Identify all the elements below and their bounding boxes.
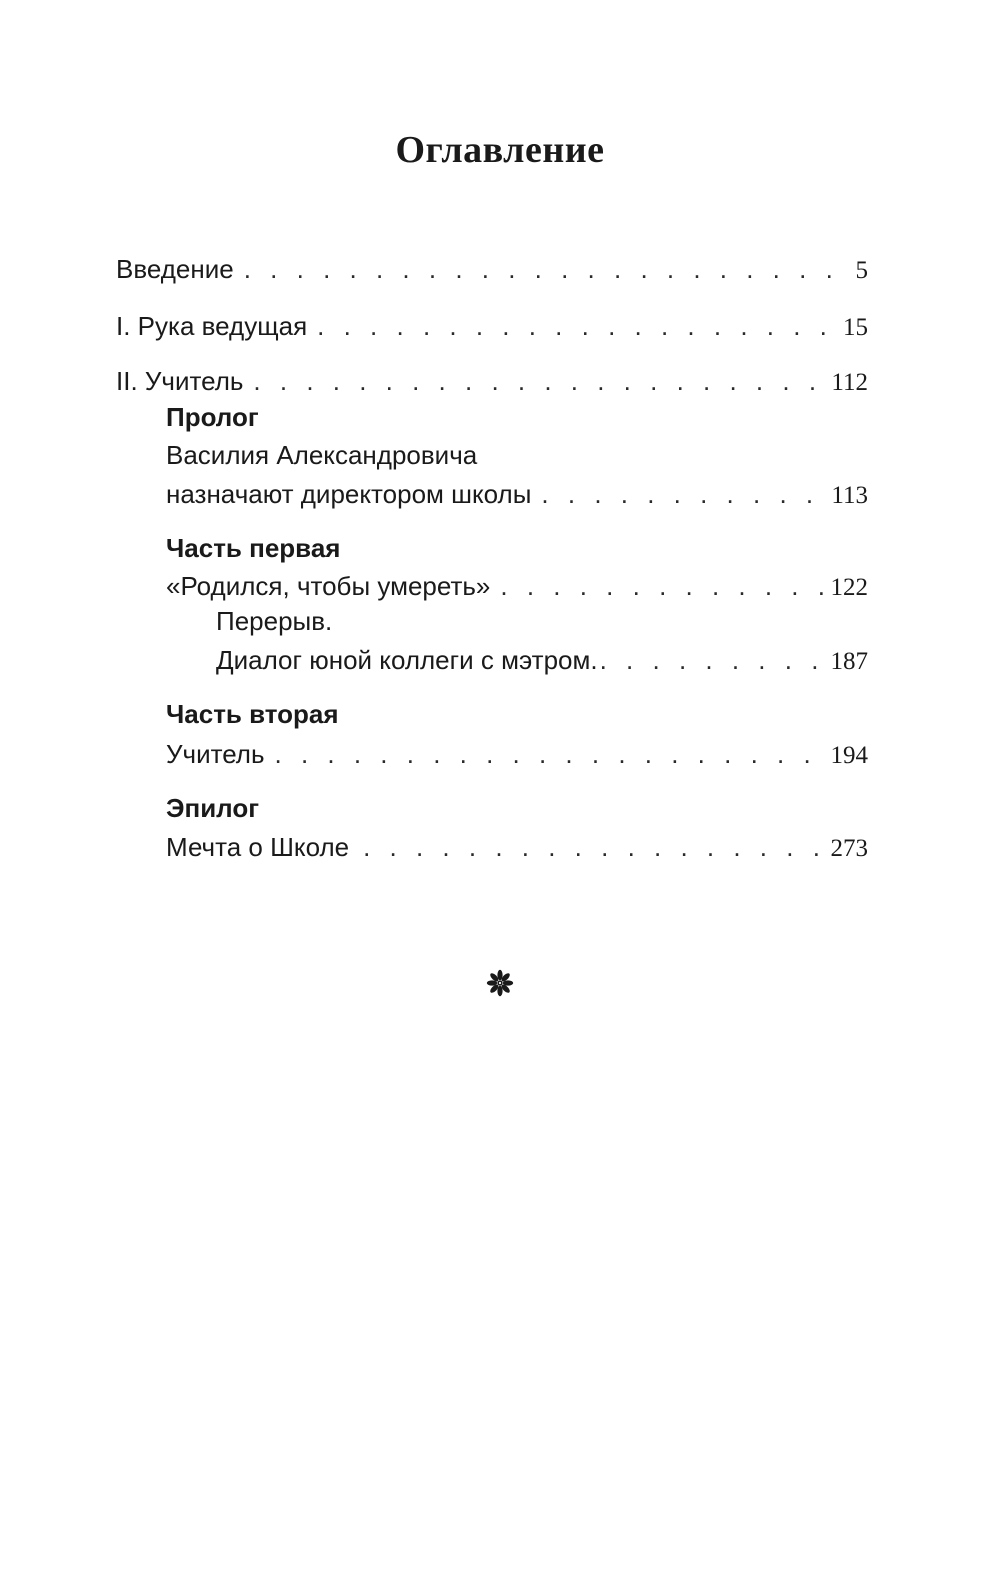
toc-entry-epilog[interactable] <box>166 830 868 866</box>
toc-entry-chast2[interactable] <box>166 737 868 773</box>
toc-entry-label: «Родился, чтобы умереть» <box>166 571 491 601</box>
toc-page-number: 15 <box>843 314 868 341</box>
toc-entry-prolog-line1[interactable]: Василия Александровича <box>166 440 478 470</box>
asterism-flower-icon <box>485 968 515 998</box>
toc-entry-label: Введение <box>116 254 234 284</box>
toc-entry-label: назначают директором школы <box>166 479 532 509</box>
dot-leader <box>541 477 823 511</box>
page-title: Оглавление <box>395 129 605 171</box>
toc-page-number: 112 <box>831 369 868 396</box>
toc-entry-vvedenie[interactable] <box>116 252 868 288</box>
toc-entry-label: II. Учитель <box>116 366 244 396</box>
section-heading-prolog: Пролог <box>166 402 259 432</box>
toc-page-number: 122 <box>830 574 868 601</box>
toc-page-number: 194 <box>830 742 868 769</box>
section-heading-epilog: Эпилог <box>166 793 260 823</box>
toc-page-number: 113 <box>831 482 868 509</box>
dot-leader <box>600 643 823 677</box>
ornament <box>0 968 1000 1003</box>
toc-entry-prolog[interactable] <box>166 477 868 513</box>
toc-entry-label: Мечта о Школе <box>166 832 350 862</box>
toc-entry-label: I. Рука ведущая <box>116 311 308 341</box>
dot-leader <box>244 252 848 286</box>
section-heading-chast1: Часть первая <box>166 533 341 563</box>
toc-entry-chast1[interactable] <box>166 569 868 605</box>
section-heading-chast2: Часть вторая <box>166 699 339 729</box>
toc-entry-part1[interactable] <box>116 309 868 345</box>
dot-leader <box>275 737 823 771</box>
toc-subentry-dialog[interactable] <box>216 643 868 679</box>
dot-leader <box>253 364 823 398</box>
toc-page-number: 5 <box>855 257 868 284</box>
toc-entry-part2[interactable] <box>116 364 868 400</box>
toc-entry-label: Учитель <box>166 739 265 769</box>
toc-page-number: 273 <box>830 835 868 862</box>
dot-leader <box>317 309 835 343</box>
toc-entry-label: Диалог юной коллеги с мэтром. <box>216 645 598 675</box>
dot-leader <box>363 830 822 864</box>
dot-leader <box>500 569 822 603</box>
toc-subentry-line1[interactable]: Перерыв. <box>216 606 333 636</box>
toc-page-number: 187 <box>830 648 868 675</box>
